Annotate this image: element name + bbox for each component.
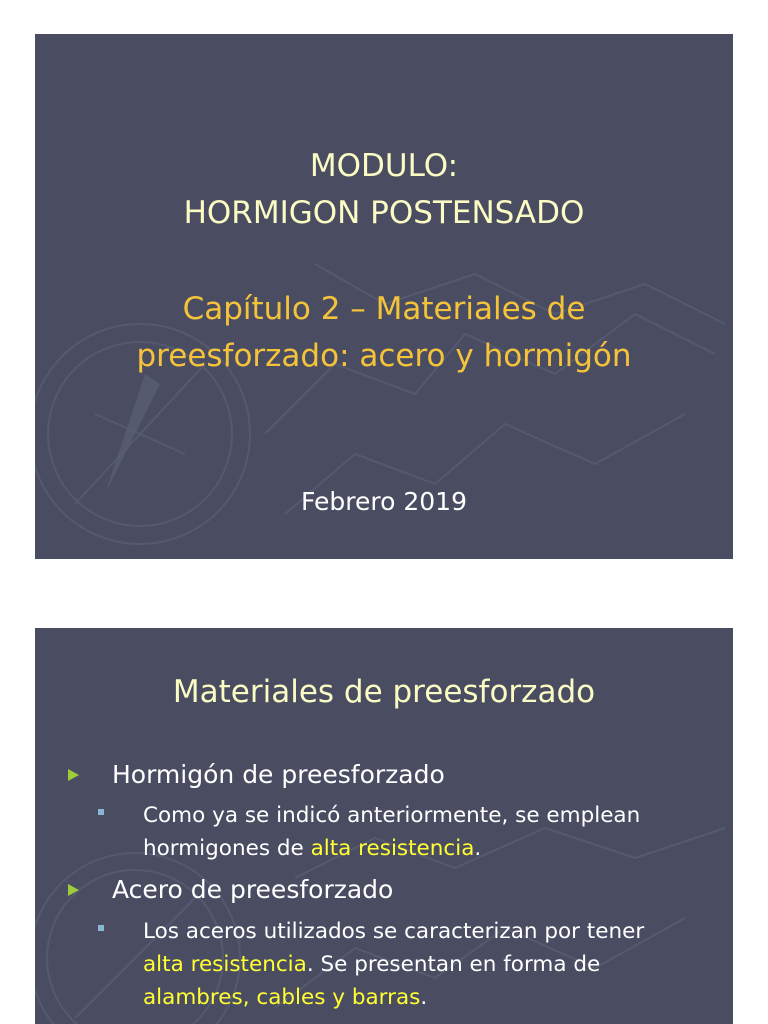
sub-bullet-item — [98, 915, 713, 1014]
highlighted-text: alta resistencia — [143, 952, 307, 977]
slide-title-line-2: HORMIGON POSTENSADO — [183, 195, 585, 231]
sub-bullet-text — [143, 799, 640, 865]
highlighted-text: alambres, cables y barras — [143, 985, 421, 1010]
sub-bullet-line — [143, 981, 644, 1014]
sub-bullet-line: Como ya se indicó anteriormente, se emplean — [143, 803, 641, 828]
slide-subtitle-line-2: preesforzado: acero y hormigón — [136, 338, 632, 374]
slide-subtitle-line-1: Capítulo 2 – Materiales de — [182, 291, 586, 327]
sub-bullet-fragment: . — [420, 985, 428, 1010]
sub-bullet-fragment: hormigones de — [143, 836, 311, 861]
bullet-label: Acero de preesforzado — [112, 875, 394, 904]
content-slide — [35, 628, 733, 1024]
slide-title-line-1: MODULO: — [309, 148, 459, 184]
highlighted-text: alta resistencia — [310, 836, 475, 861]
bullet-label: Hormigón de preesforzado — [112, 760, 445, 789]
sub-bullet-fragment: . — [474, 836, 482, 861]
sub-bullet-line: Los aceros utilizados se caracterizan por tener — [143, 919, 645, 944]
sub-bullet-line — [143, 832, 640, 865]
square-bullet-icon — [98, 809, 104, 815]
bullet-item — [68, 874, 723, 906]
sub-bullet-item — [98, 799, 713, 865]
triangle-bullet-icon — [68, 884, 79, 896]
sub-bullet-line — [143, 948, 644, 981]
slide-heading: Materiales de preesforzado — [172, 674, 596, 710]
bullet-item — [68, 759, 723, 791]
sub-bullet-text — [143, 915, 644, 1014]
sub-bullet-fragment: . Se presentan en forma de — [306, 952, 601, 977]
triangle-bullet-icon — [68, 769, 79, 781]
square-bullet-icon — [98, 925, 104, 931]
title-slide — [35, 34, 733, 559]
slide-date: Febrero 2019 — [301, 487, 467, 516]
